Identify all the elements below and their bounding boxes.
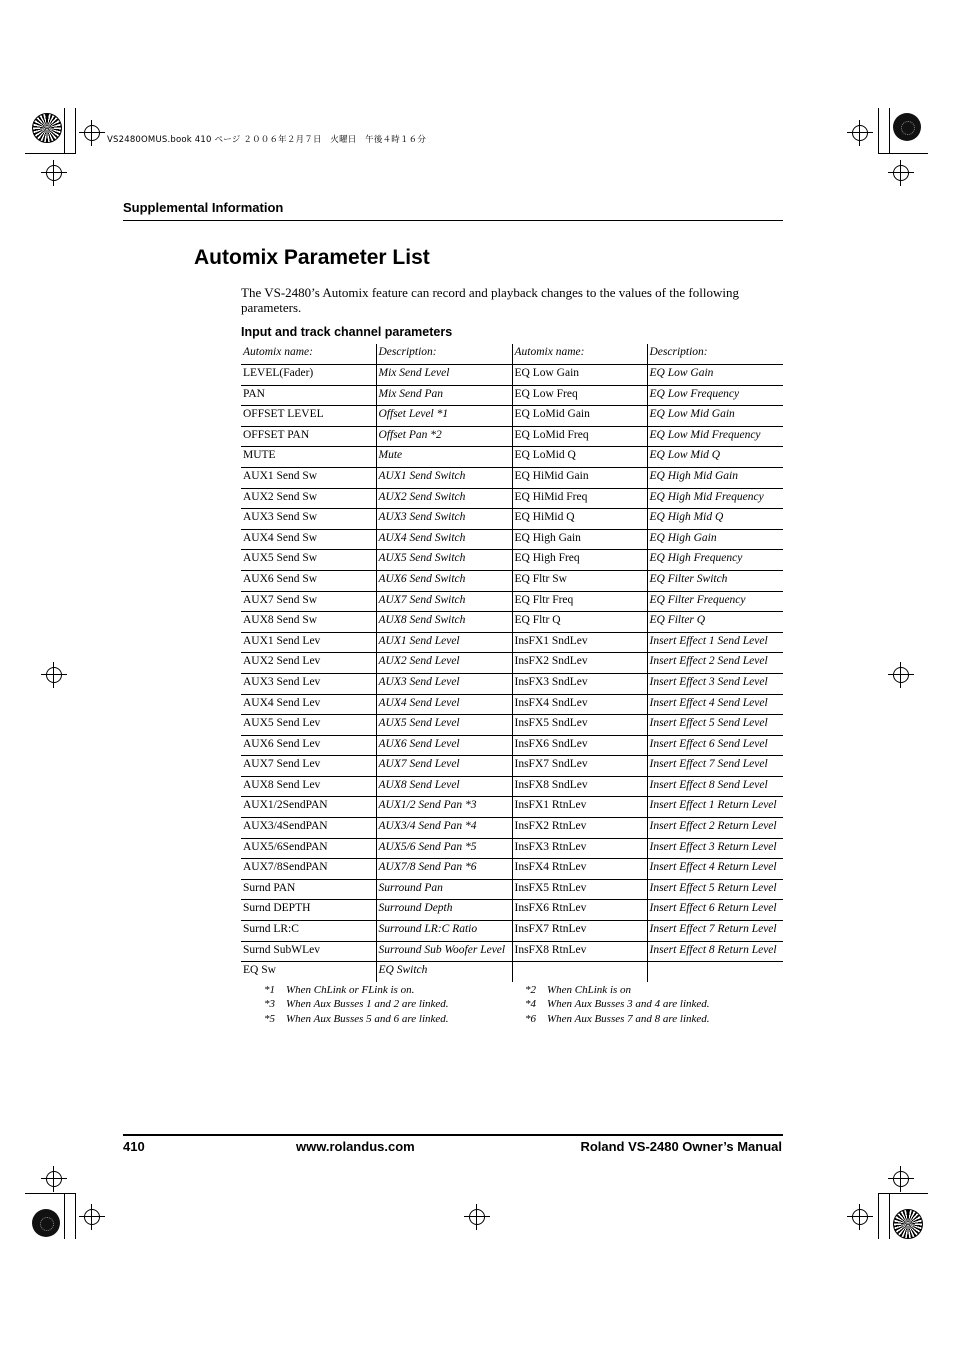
- automix-name-cell: InsFX5 SndLev: [512, 715, 647, 736]
- description-cell: Insert Effect 7 Send Level: [647, 756, 783, 777]
- registration-target-icon: [893, 1209, 923, 1239]
- automix-name-cell: EQ LoMid Gain: [512, 406, 647, 427]
- table-row: [241, 632, 783, 653]
- table-row: [241, 385, 783, 406]
- description-cell: AUX4 Send Level: [376, 694, 512, 715]
- automix-name-cell: AUX7/8SendPAN: [241, 859, 376, 880]
- table-row: [241, 529, 783, 550]
- manual-title: Roland VS-2480 Owner’s Manual: [580, 1139, 782, 1154]
- table-row: [241, 962, 783, 982]
- automix-name-cell: InsFX3 SndLev: [512, 673, 647, 694]
- automix-name-cell: InsFX4 RtnLev: [512, 859, 647, 880]
- description-cell: Insert Effect 5 Send Level: [647, 715, 783, 736]
- automix-name-cell: EQ High Gain: [512, 529, 647, 550]
- description-cell: AUX6 Send Level: [376, 735, 512, 756]
- automix-name-cell: EQ LoMid Freq: [512, 426, 647, 447]
- page-title: Automix Parameter List: [194, 246, 430, 269]
- automix-name-cell: InsFX5 RtnLev: [512, 879, 647, 900]
- table-row: [241, 921, 783, 942]
- crosshair-icon: [893, 667, 909, 683]
- automix-name-cell: MUTE: [241, 447, 376, 468]
- table-row: [241, 509, 783, 530]
- automix-name-cell: AUX3 Send Sw: [241, 509, 376, 530]
- automix-name-cell: InsFX7 SndLev: [512, 756, 647, 777]
- footnote: *3 When Aux Busses 1 and 2 are linked.: [264, 998, 449, 1010]
- column-header: Description:: [647, 344, 783, 365]
- automix-name-cell: AUX8 Send Sw: [241, 612, 376, 633]
- automix-name-cell: AUX8 Send Lev: [241, 776, 376, 797]
- registration-target-icon: [32, 1209, 60, 1237]
- table-row: [241, 776, 783, 797]
- automix-name-cell: EQ LoMid Q: [512, 447, 647, 468]
- description-cell: EQ Low Mid Q: [647, 447, 783, 468]
- automix-name-cell: Surnd LR:C: [241, 921, 376, 942]
- section-label: Supplemental Information: [123, 200, 284, 215]
- description-cell: AUX3 Send Level: [376, 673, 512, 694]
- automix-name-cell: EQ High Freq: [512, 550, 647, 571]
- automix-name-cell: EQ Sw: [241, 962, 376, 982]
- automix-name-cell: InsFX3 RtnLev: [512, 838, 647, 859]
- automix-name-cell: InsFX7 RtnLev: [512, 921, 647, 942]
- automix-name-cell: AUX2 Send Lev: [241, 653, 376, 674]
- description-cell: AUX1 Send Switch: [376, 467, 512, 488]
- table-row: [241, 735, 783, 756]
- automix-name-cell: EQ Low Gain: [512, 365, 647, 386]
- automix-name-cell: AUX4 Send Lev: [241, 694, 376, 715]
- table-row: [241, 859, 783, 880]
- description-cell: Mix Send Pan: [376, 385, 512, 406]
- automix-name-cell: EQ HiMid Gain: [512, 467, 647, 488]
- table-row: [241, 941, 783, 962]
- automix-name-cell: AUX5/6SendPAN: [241, 838, 376, 859]
- description-cell: EQ Filter Switch: [647, 570, 783, 591]
- footnote: *2 When ChLink is on: [525, 984, 632, 996]
- automix-name-cell: InsFX6 SndLev: [512, 735, 647, 756]
- description-cell: Insert Effect 3 Return Level: [647, 838, 783, 859]
- table-row: [241, 488, 783, 509]
- description-cell: AUX3/4 Send Pan *4: [376, 818, 512, 839]
- table-row: [241, 900, 783, 921]
- automix-name-cell: AUX6 Send Lev: [241, 735, 376, 756]
- description-cell: EQ Low Mid Gain: [647, 406, 783, 427]
- description-cell: Insert Effect 1 Return Level: [647, 797, 783, 818]
- automix-name-cell: AUX7 Send Lev: [241, 756, 376, 777]
- description-cell: EQ Switch: [376, 962, 512, 982]
- automix-name-cell: [512, 962, 647, 982]
- description-cell: EQ Low Frequency: [647, 385, 783, 406]
- table-row: [241, 550, 783, 571]
- automix-name-cell: AUX4 Send Sw: [241, 529, 376, 550]
- automix-name-cell: InsFX6 RtnLev: [512, 900, 647, 921]
- table-row: [241, 694, 783, 715]
- crosshair-icon: [893, 165, 909, 181]
- description-cell: Insert Effect 8 Send Level: [647, 776, 783, 797]
- crosshair-icon: [46, 165, 62, 181]
- automix-name-cell: Surnd PAN: [241, 879, 376, 900]
- automix-name-cell: AUX2 Send Sw: [241, 488, 376, 509]
- description-cell: AUX5 Send Level: [376, 715, 512, 736]
- table-row: [241, 406, 783, 427]
- page-number: 410: [123, 1139, 145, 1154]
- description-cell: Insert Effect 7 Return Level: [647, 921, 783, 942]
- description-cell: Surround LR:C Ratio: [376, 921, 512, 942]
- description-cell: Insert Effect 8 Return Level: [647, 941, 783, 962]
- automix-name-cell: AUX3/4SendPAN: [241, 818, 376, 839]
- description-cell: [647, 962, 783, 982]
- description-cell: AUX3 Send Switch: [376, 509, 512, 530]
- automix-name-cell: OFFSET LEVEL: [241, 406, 376, 427]
- automix-name-cell: EQ Low Freq: [512, 385, 647, 406]
- description-cell: Surround Pan: [376, 879, 512, 900]
- table-row: [241, 673, 783, 694]
- file-info: VS2480OMUS.book 410 ページ ２００６年２月７日 火曜日 午後４時１６分: [107, 135, 427, 145]
- footer-rule: [123, 1134, 783, 1136]
- automix-name-cell: InsFX2 SndLev: [512, 653, 647, 674]
- automix-name-cell: AUX1/2SendPAN: [241, 797, 376, 818]
- description-cell: Insert Effect 6 Return Level: [647, 900, 783, 921]
- automix-name-cell: EQ HiMid Freq: [512, 488, 647, 509]
- table-header-row: [241, 344, 783, 365]
- footer-url: www.rolandus.com: [296, 1139, 415, 1154]
- description-cell: Surround Depth: [376, 900, 512, 921]
- description-cell: EQ Low Gain: [647, 365, 783, 386]
- header-rule: [123, 220, 783, 221]
- automix-name-cell: OFFSET PAN: [241, 426, 376, 447]
- table-row: [241, 447, 783, 468]
- automix-name-cell: AUX7 Send Sw: [241, 591, 376, 612]
- description-cell: AUX7 Send Level: [376, 756, 512, 777]
- table-row: [241, 715, 783, 736]
- description-cell: AUX7/8 Send Pan *6: [376, 859, 512, 880]
- description-cell: AUX1/2 Send Pan *3: [376, 797, 512, 818]
- description-cell: Insert Effect 4 Send Level: [647, 694, 783, 715]
- description-cell: EQ High Frequency: [647, 550, 783, 571]
- table-row: [241, 612, 783, 633]
- automix-name-cell: LEVEL(Fader): [241, 365, 376, 386]
- table-row: [241, 365, 783, 386]
- description-cell: EQ High Mid Frequency: [647, 488, 783, 509]
- automix-name-cell: EQ Fltr Q: [512, 612, 647, 633]
- automix-name-cell: InsFX8 SndLev: [512, 776, 647, 797]
- automix-name-cell: AUX5 Send Sw: [241, 550, 376, 571]
- subheading: Input and track channel parameters: [241, 325, 453, 339]
- table-row: [241, 756, 783, 777]
- footnote: *4 When Aux Busses 3 and 4 are linked.: [525, 998, 710, 1010]
- description-cell: Insert Effect 4 Return Level: [647, 859, 783, 880]
- registration-target-icon: [32, 113, 62, 143]
- parameter-table: [241, 344, 783, 982]
- automix-name-cell: EQ Fltr Freq: [512, 591, 647, 612]
- automix-name-cell: AUX6 Send Sw: [241, 570, 376, 591]
- automix-name-cell: EQ Fltr Sw: [512, 570, 647, 591]
- registration-target-icon: [893, 113, 921, 141]
- description-cell: EQ High Mid Gain: [647, 467, 783, 488]
- description-cell: EQ Filter Frequency: [647, 591, 783, 612]
- automix-name-cell: AUX1 Send Sw: [241, 467, 376, 488]
- automix-name-cell: PAN: [241, 385, 376, 406]
- description-cell: Insert Effect 2 Send Level: [647, 653, 783, 674]
- table-row: [241, 591, 783, 612]
- table-row: [241, 653, 783, 674]
- crosshair-icon: [46, 667, 62, 683]
- description-cell: Mute: [376, 447, 512, 468]
- description-cell: AUX5/6 Send Pan *5: [376, 838, 512, 859]
- description-cell: EQ Low Mid Frequency: [647, 426, 783, 447]
- automix-name-cell: InsFX1 RtnLev: [512, 797, 647, 818]
- description-cell: AUX5 Send Switch: [376, 550, 512, 571]
- table-row: [241, 467, 783, 488]
- footnote: *1 When ChLink or FLink is on.: [264, 984, 415, 996]
- description-cell: Offset Pan *2: [376, 426, 512, 447]
- description-cell: Surround Sub Woofer Level: [376, 941, 512, 962]
- automix-name-cell: InsFX2 RtnLev: [512, 818, 647, 839]
- automix-name-cell: InsFX8 RtnLev: [512, 941, 647, 962]
- column-header: Automix name:: [241, 344, 376, 365]
- description-cell: AUX6 Send Switch: [376, 570, 512, 591]
- description-cell: AUX2 Send Switch: [376, 488, 512, 509]
- description-cell: Offset Level *1: [376, 406, 512, 427]
- automix-name-cell: InsFX1 SndLev: [512, 632, 647, 653]
- description-cell: EQ High Mid Q: [647, 509, 783, 530]
- description-cell: AUX8 Send Level: [376, 776, 512, 797]
- table-row: [241, 879, 783, 900]
- table-row: [241, 797, 783, 818]
- description-cell: AUX1 Send Level: [376, 632, 512, 653]
- automix-name-cell: InsFX4 SndLev: [512, 694, 647, 715]
- table-row: [241, 838, 783, 859]
- description-cell: AUX8 Send Switch: [376, 612, 512, 633]
- crosshair-icon: [84, 125, 100, 141]
- table-row: [241, 570, 783, 591]
- table-row: [241, 818, 783, 839]
- description-cell: Insert Effect 1 Send Level: [647, 632, 783, 653]
- footnote: *6 When Aux Busses 7 and 8 are linked.: [525, 1013, 710, 1025]
- description-cell: EQ Filter Q: [647, 612, 783, 633]
- description-cell: Insert Effect 6 Send Level: [647, 735, 783, 756]
- description-cell: AUX4 Send Switch: [376, 529, 512, 550]
- automix-name-cell: Surnd SubWLev: [241, 941, 376, 962]
- column-header: Automix name:: [512, 344, 647, 365]
- crosshair-icon: [469, 1209, 485, 1225]
- automix-name-cell: AUX5 Send Lev: [241, 715, 376, 736]
- crosshair-icon: [893, 1171, 909, 1187]
- table-row: [241, 426, 783, 447]
- crosshair-icon: [46, 1171, 62, 1187]
- automix-name-cell: Surnd DEPTH: [241, 900, 376, 921]
- description-cell: Insert Effect 2 Return Level: [647, 818, 783, 839]
- automix-name-cell: AUX1 Send Lev: [241, 632, 376, 653]
- description-cell: Insert Effect 3 Send Level: [647, 673, 783, 694]
- footnote: *5 When Aux Busses 5 and 6 are linked.: [264, 1013, 449, 1025]
- description-cell: Insert Effect 5 Return Level: [647, 879, 783, 900]
- intro-text: The VS-2480’s Automix feature can record and playback changes to the values of the following parameters.: [241, 285, 739, 315]
- description-cell: AUX7 Send Switch: [376, 591, 512, 612]
- column-header: Description:: [376, 344, 512, 365]
- automix-name-cell: AUX3 Send Lev: [241, 673, 376, 694]
- description-cell: EQ High Gain: [647, 529, 783, 550]
- automix-name-cell: EQ HiMid Q: [512, 509, 647, 530]
- crosshair-icon: [852, 125, 868, 141]
- crosshair-icon: [84, 1209, 100, 1225]
- description-cell: Mix Send Level: [376, 365, 512, 386]
- crosshair-icon: [852, 1209, 868, 1225]
- description-cell: AUX2 Send Level: [376, 653, 512, 674]
